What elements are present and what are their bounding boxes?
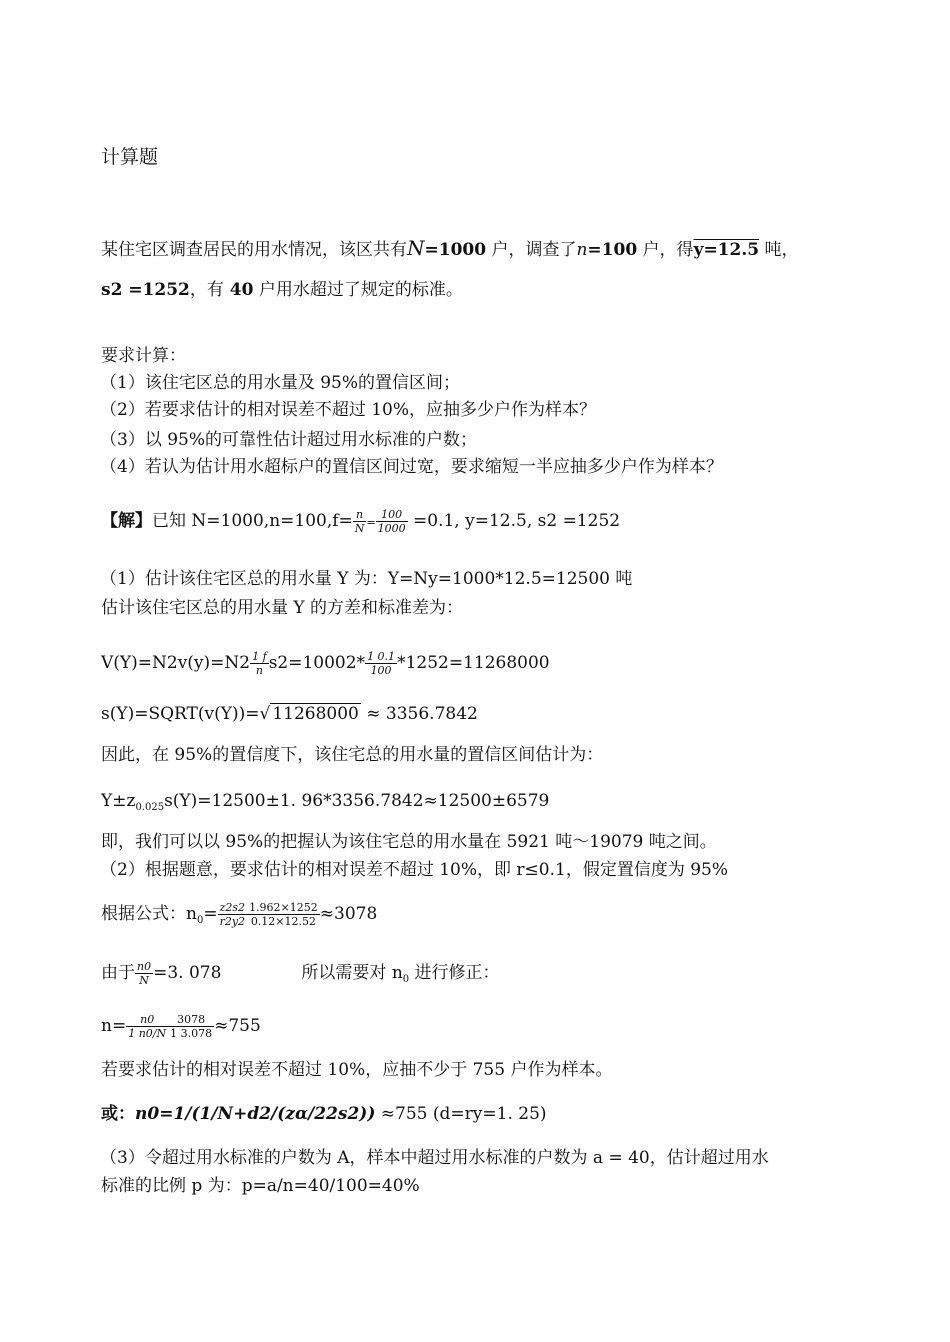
conclusion-1: 即，我们可以以 95%的把握认为该住宅总的用水量在 5921 吨～19079 吨之间。 — [101, 832, 717, 852]
f-num-1: n — [353, 508, 367, 522]
ratio-line — [101, 960, 500, 987]
correction-num-2: 3078 — [168, 1013, 214, 1027]
f-num-2: 100 — [376, 508, 408, 522]
problem-line-2 — [101, 280, 463, 300]
solution-known — [101, 508, 620, 535]
n-value: =100 — [587, 240, 638, 260]
formula-fraction-1 — [218, 901, 247, 928]
variance-fraction-2 — [365, 650, 397, 677]
alt-a: 或： — [101, 1104, 135, 1124]
ci-line — [101, 791, 549, 814]
formula-num-2: 1.962×1252 — [249, 901, 318, 914]
known-rest: =0.1, y=12.5, s2 =1252 — [407, 511, 621, 532]
formula-b: ≈3078 — [319, 904, 378, 925]
ratio-subscript: 0 — [402, 974, 410, 986]
correction-b: ≈755 — [214, 1016, 261, 1037]
sqrt-symbol: √ 11268000 — [259, 704, 359, 724]
problem-text-d: 吨， — [759, 240, 799, 260]
q2-conclusion: 若要求估计的相对误差不超过 10%，应抽不少于 755 户作为样本。 — [101, 1060, 613, 1080]
problem-line-1 — [101, 236, 799, 260]
sd-b: ≈ 3356.7842 — [360, 704, 478, 724]
variance-fraction-1 — [250, 650, 269, 677]
f-fraction-2 — [376, 508, 408, 535]
ratio-c: 所以需要对 n — [301, 963, 403, 984]
correction-fraction-1 — [126, 1013, 168, 1040]
known-text: 已知 N=1000,n=100,f= — [152, 511, 353, 532]
q3-line-1: （3）令超过用水标准的户数为 A，样本中超过用水标准的户数为 a = 40，估计超过用水 — [100, 1148, 769, 1168]
variance-b: s2=10002* — [268, 653, 366, 674]
correction-fraction-2 — [168, 1013, 214, 1040]
requirement-1: （1）该住宅区总的用水量及 95%的置信区间； — [100, 373, 461, 393]
ratio-num: n0 — [137, 960, 152, 973]
q1-line-1: （1）估计该住宅区总的用水量 Y 为：Y=Ny=1000*12.5=12500 吨 — [100, 569, 633, 589]
s2-value: s2 =1252 — [101, 280, 190, 300]
problem-text-f: 户用水超过了规定的标准。 — [253, 280, 463, 300]
requirement-2: （2）若要求估计的相对误差不超过 10%，应抽多少户作为样本？ — [100, 400, 597, 420]
q3-line-2: 标准的比例 p 为：p=a/n=40/100=40% — [101, 1176, 420, 1196]
page-heading: 计算题 — [101, 146, 159, 168]
q2-line: （2）根据题意，要求估计的相对误差不超过 10%，即 r≤0.1，假定置信度为 95% — [100, 860, 729, 880]
requirement-4: （4）若认为估计用水超标户的置信区间过宽，要求缩短一半应抽多少户作为样本？ — [100, 457, 723, 477]
count-40: 40 — [223, 280, 254, 300]
sqrt-radicand: 11268000 — [272, 704, 359, 724]
correction-den-2: 1 3.078 — [170, 1027, 213, 1041]
variance-fd-1: n — [255, 664, 263, 678]
N-value: =1000 — [424, 240, 487, 260]
variance-line — [101, 650, 550, 677]
formula-den-2: 0.12×12.52 — [250, 915, 317, 929]
requirements-title: 要求计算： — [101, 346, 186, 366]
problem-text-a: 某住宅区调查居民的用水情况，该区共有 — [101, 240, 407, 260]
problem-text-c: 户，得 — [637, 240, 694, 260]
sd-a: s(Y)=SQRT(v(Y))= — [101, 704, 260, 724]
formula-num-1: z2s2 — [218, 901, 247, 915]
formula-line — [101, 901, 377, 928]
variance-a: V(Y)=N2v(y)=N2 — [101, 653, 251, 674]
alt-c: ≈755 (d=ry=1. 25) — [375, 1104, 547, 1124]
requirement-3: （3）以 95%的可靠性估计超过用水标准的户数； — [100, 430, 478, 450]
q1-line-2: 估计该住宅区总的用水量 Y 的方差和标准差为： — [101, 598, 464, 618]
alt-formula: n0=1/(1/N+d2/(zα/22s2)) — [135, 1104, 376, 1124]
therefore-line: 因此，在 95%的置信度下，该住宅总的用水量的置信区间估计为： — [101, 745, 604, 765]
f-den-1: N — [354, 522, 365, 536]
ci-subscript: 0.025 — [135, 802, 165, 813]
ratio-fraction — [135, 960, 153, 987]
n-symbol: n — [576, 240, 588, 260]
ratio-b: =3. 078 — [153, 963, 222, 984]
correction-den-1: 1 n0/N — [128, 1027, 167, 1041]
ratio-a: 由于 — [101, 963, 135, 984]
ybar-value: y=12.5 — [693, 240, 760, 260]
problem-text-b: 户，调查了 — [486, 240, 577, 260]
N-symbol: N — [407, 236, 425, 260]
variance-fn-2: 1 0.1 — [367, 650, 396, 663]
correction-line — [101, 1013, 261, 1040]
ci-a: Y±z — [101, 791, 136, 811]
correction-num-1: n0 — [126, 1013, 168, 1027]
formula-subscript: 0 — [196, 915, 204, 927]
problem-text-e: ，有 — [189, 280, 224, 300]
f-den-2: 1000 — [377, 522, 406, 536]
formula-den-1: r2y2 — [219, 915, 246, 929]
variance-c: *1252=11268000 — [397, 653, 550, 674]
formula-fraction-2 — [247, 901, 320, 928]
formula-a: 根据公式：n — [101, 904, 197, 925]
f-fraction-1 — [353, 508, 367, 535]
correction-a: n= — [101, 1016, 127, 1037]
ci-b: s(Y)=12500±1. 96*3356.7842≈12500±6579 — [164, 791, 550, 811]
ratio-den: N — [139, 974, 149, 988]
sd-line — [101, 704, 478, 724]
variance-fn-1: 1 f — [252, 650, 267, 663]
solution-label: 【解】 — [101, 511, 152, 532]
ratio-d: 进行修正： — [409, 963, 500, 984]
alt-line — [101, 1104, 547, 1124]
f-equals: = — [366, 516, 376, 530]
variance-fd-2: 100 — [370, 664, 392, 678]
formula-eq: = — [203, 904, 218, 925]
